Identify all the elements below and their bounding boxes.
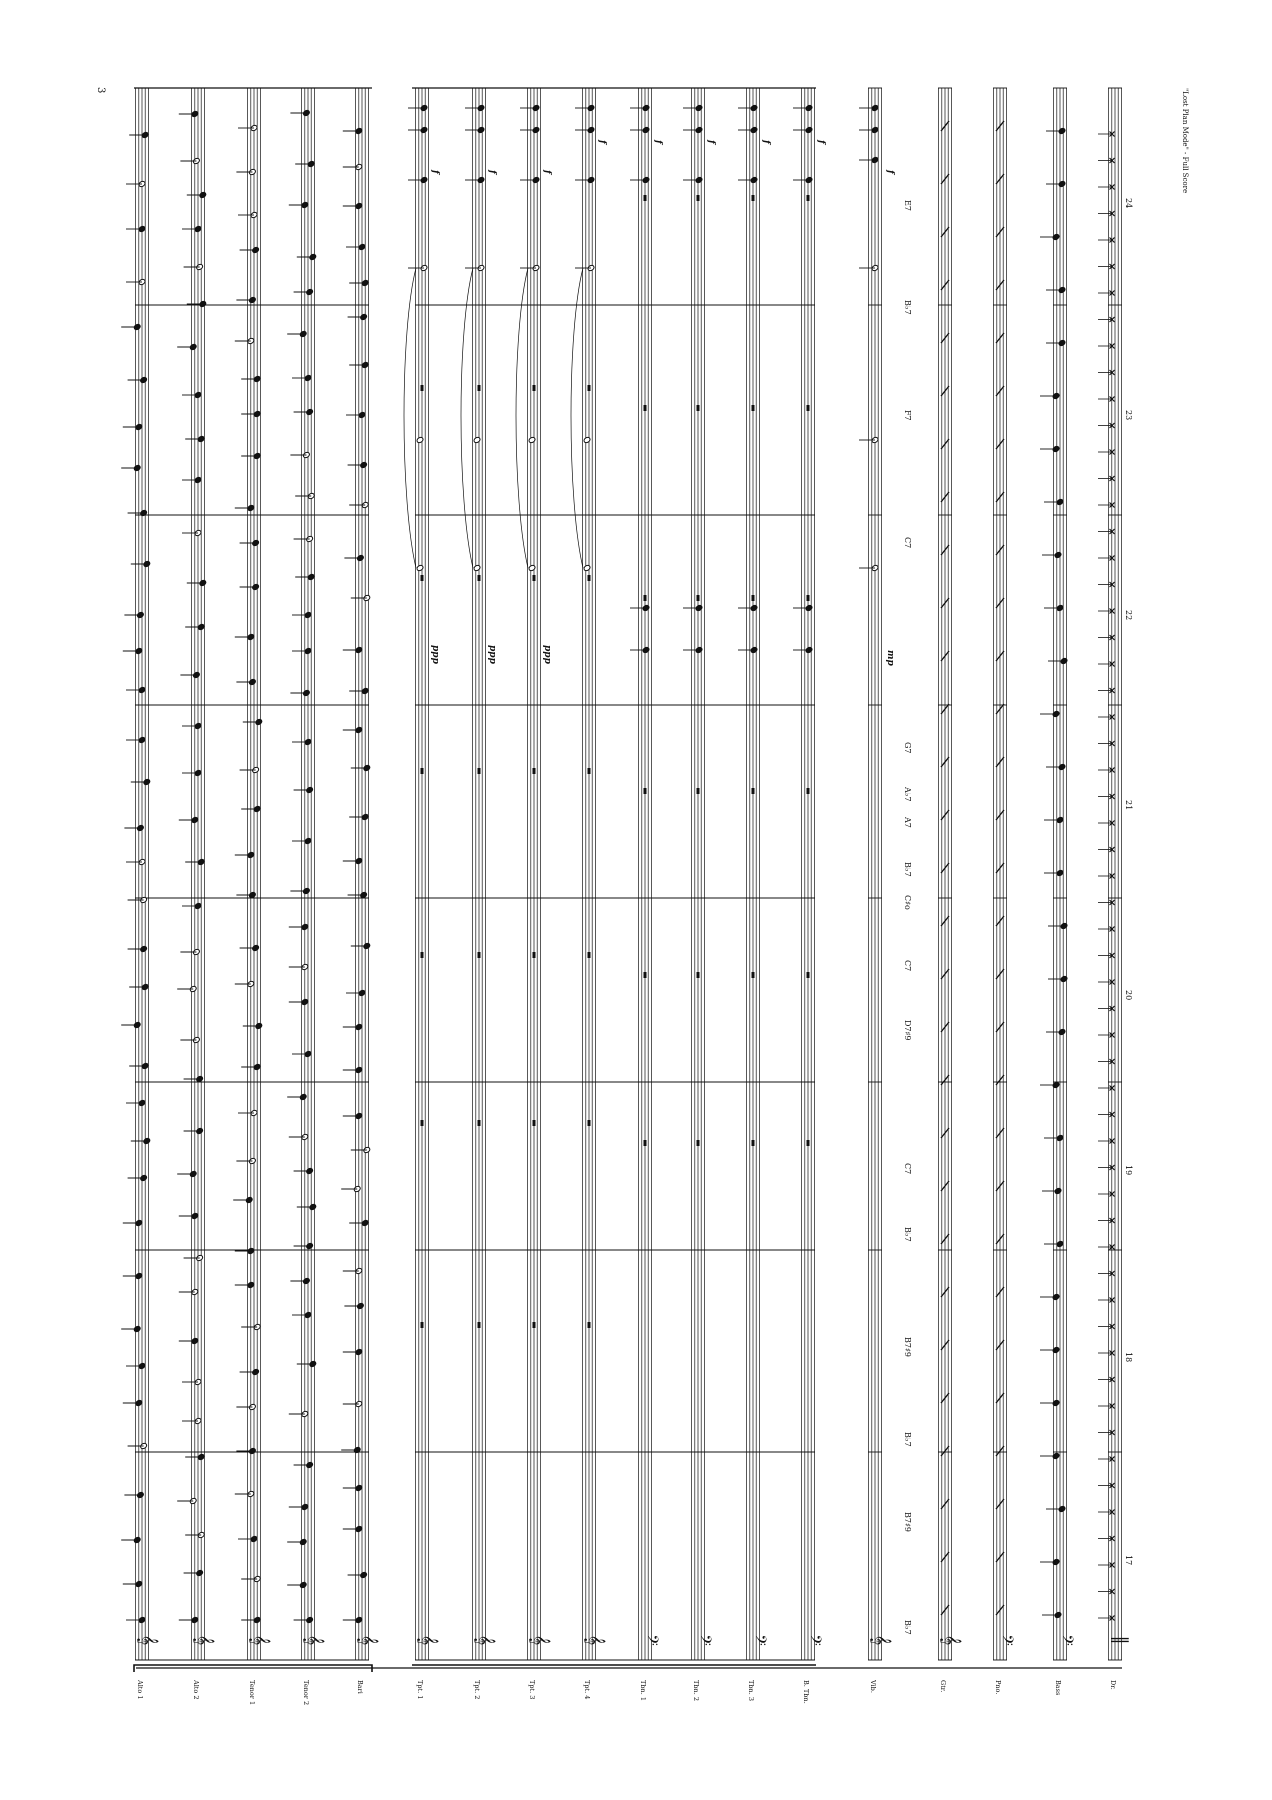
tie	[516, 268, 528, 568]
dynamic-f: f	[430, 170, 440, 174]
whole-rest	[697, 1140, 700, 1146]
chord-symbol: A7	[903, 817, 912, 828]
staff-6	[416, 88, 429, 1660]
instrument-label: Bass	[1054, 1680, 1062, 1696]
clef: 𝄢	[1055, 1634, 1076, 1646]
whole-rest	[697, 788, 700, 794]
chord-symbol: B♭7	[903, 1432, 912, 1447]
chord-symbol: G7	[903, 742, 912, 754]
instrument-label: Tpt. 4	[583, 1680, 591, 1700]
tie	[571, 268, 583, 568]
chord-symbol: C7	[903, 960, 912, 972]
whole-rest	[588, 1120, 591, 1126]
clef: 𝄞	[940, 1634, 961, 1646]
whole-rest	[697, 405, 700, 411]
dynamic-ppp: ppp	[542, 645, 552, 664]
measure-numbers	[1124, 198, 1133, 1565]
dynamic-f: f	[542, 170, 552, 174]
whole-rest	[807, 1140, 810, 1146]
whole-rest	[588, 952, 591, 958]
note-head	[416, 436, 424, 443]
staff-12	[747, 88, 760, 1660]
clef: 𝄞	[303, 1634, 324, 1646]
instrument-label: Tpt. 2	[473, 1680, 481, 1700]
staff-10	[639, 88, 652, 1660]
instrument-label: Alto 2	[192, 1680, 200, 1700]
whole-rest	[533, 1120, 536, 1126]
clef: 𝄞	[137, 1634, 158, 1646]
staff-15	[939, 88, 952, 1660]
note-head	[583, 436, 591, 443]
note-head	[416, 564, 424, 571]
whole-rest	[752, 195, 755, 201]
instrument-label: Pno.	[994, 1680, 1002, 1695]
whole-rest	[421, 1322, 424, 1328]
chord-symbol: B♭7	[903, 862, 912, 877]
clef: 𝄞	[417, 1634, 438, 1646]
instrument-labels	[136, 1679, 1117, 1705]
whole-rest	[644, 1140, 647, 1146]
dynamic-f: f	[487, 170, 497, 174]
chord-symbol: B7♯9	[903, 1337, 912, 1357]
whole-rest	[533, 1322, 536, 1328]
chord-symbol: D7♯9	[903, 1020, 912, 1041]
chord-symbol: C7	[903, 1163, 912, 1175]
dynamic-f: f	[653, 140, 663, 144]
clef: 𝄢	[748, 1634, 769, 1646]
instrument-label: Dr.	[1109, 1680, 1117, 1690]
instrument-label: Tpt. 3	[528, 1680, 536, 1700]
chord-symbol: B7♯9	[903, 1512, 912, 1532]
clef: 𝄞	[357, 1634, 378, 1646]
whole-rest	[421, 385, 424, 391]
measure-number: 20	[1124, 990, 1133, 1001]
measure-number: 23	[1124, 410, 1133, 421]
measure-number: 24	[1124, 198, 1133, 209]
chord-symbol: B♭7	[903, 300, 912, 315]
clef: 𝄢	[995, 1634, 1016, 1646]
dynamic-ppp: ppp	[487, 645, 497, 664]
instrument-label: Tenor 1	[248, 1680, 256, 1706]
instrument-label: Tbn. 2	[692, 1680, 700, 1701]
barlines	[135, 88, 1122, 1668]
whole-rest	[533, 952, 536, 958]
staff-4	[302, 88, 315, 1660]
clef: 𝄞	[529, 1634, 550, 1646]
staff-2	[192, 88, 205, 1660]
clef: 𝄞	[249, 1634, 270, 1646]
whole-rest	[752, 595, 755, 601]
whole-rest	[478, 1322, 481, 1328]
dynamic-f: f	[761, 140, 771, 144]
whole-rest	[421, 575, 424, 581]
clef: 𝄞	[584, 1634, 605, 1646]
instrument-label: Tpt. 1	[416, 1680, 424, 1700]
note-head	[473, 436, 481, 443]
whole-rest	[533, 768, 536, 774]
clef: ‖	[1110, 1635, 1131, 1645]
whole-rest	[588, 1322, 591, 1328]
chord-symbol: C7	[903, 537, 912, 549]
staff-14	[869, 88, 882, 1660]
staff-lines	[136, 88, 1122, 1660]
header-title: "Lost Plan Mode" - Full Score	[1181, 88, 1189, 194]
whole-rest	[644, 788, 647, 794]
whole-rest	[421, 1120, 424, 1126]
staff-13	[802, 88, 815, 1660]
instrument-label: Tenor 2	[302, 1680, 310, 1706]
whole-rest	[807, 788, 810, 794]
staff-9	[583, 88, 596, 1660]
chord-symbol: C♯o	[903, 895, 912, 910]
whole-rest	[807, 195, 810, 201]
whole-rest	[752, 972, 755, 978]
whole-rest	[478, 385, 481, 391]
instrument-label: Tbn. 1	[639, 1680, 647, 1701]
staff-3	[248, 88, 261, 1660]
measure-number: 22	[1124, 610, 1133, 621]
instrument-label: B. Tbn.	[802, 1680, 810, 1704]
dynamic-ppp: ppp	[430, 645, 440, 664]
instrument-label: Alto 1	[136, 1680, 144, 1700]
whole-rest	[807, 405, 810, 411]
measure-number: 18	[1124, 1352, 1133, 1363]
whole-rest	[533, 575, 536, 581]
dynamic-f: f	[597, 140, 607, 144]
page-number: 3	[95, 87, 106, 94]
note-head	[583, 564, 591, 571]
staff-8	[528, 88, 541, 1660]
whole-rest	[752, 405, 755, 411]
whole-rest	[644, 195, 647, 201]
instrument-label: Tbn. 3	[747, 1680, 755, 1701]
whole-rest	[478, 1120, 481, 1126]
measure-number: 17	[1124, 1555, 1133, 1566]
chord-symbol: B♭7	[903, 1620, 912, 1635]
whole-rest	[644, 595, 647, 601]
whole-rest	[478, 952, 481, 958]
dynamic-f: f	[706, 140, 716, 144]
note-head	[528, 564, 536, 571]
dynamic-f: f	[885, 170, 895, 174]
staff-11	[692, 88, 705, 1660]
tie	[461, 268, 473, 568]
clef: 𝄞	[870, 1634, 891, 1646]
chord-symbols	[903, 200, 912, 1635]
measure-number: 21	[1124, 800, 1133, 811]
whole-rest	[588, 575, 591, 581]
whole-rest	[421, 952, 424, 958]
dynamics	[430, 139, 895, 667]
whole-rest	[807, 972, 810, 978]
whole-rest	[752, 1140, 755, 1146]
staff-5	[356, 88, 369, 1660]
whole-rest	[752, 788, 755, 794]
whole-rest	[644, 405, 647, 411]
whole-rest	[697, 595, 700, 601]
instrument-label: Gtr.	[939, 1680, 947, 1693]
clef: 𝄢	[640, 1634, 661, 1646]
dynamic-mp: mp	[885, 650, 895, 666]
instrument-label: Bari	[356, 1680, 364, 1694]
whole-rest	[421, 768, 424, 774]
staff-16	[994, 88, 1007, 1660]
whole-rest	[533, 385, 536, 391]
whole-rest	[478, 768, 481, 774]
whole-rest	[478, 575, 481, 581]
whole-rest	[588, 768, 591, 774]
whole-rest	[588, 385, 591, 391]
staff-7	[473, 88, 486, 1660]
note-head	[528, 436, 536, 443]
whole-rest	[697, 195, 700, 201]
clef: 𝄞	[193, 1634, 214, 1646]
chord-symbol: B♭7	[903, 1227, 912, 1242]
notation	[121, 104, 1131, 1645]
whole-rest	[697, 972, 700, 978]
brackets	[134, 88, 816, 1672]
dynamic-f: f	[816, 140, 826, 144]
chord-symbol: F7	[903, 410, 912, 421]
measure-number: 19	[1124, 1165, 1133, 1176]
whole-rest	[644, 972, 647, 978]
tie	[404, 268, 416, 568]
note-head	[473, 564, 481, 571]
chord-symbol: E7	[903, 200, 912, 211]
clef: 𝄢	[803, 1634, 824, 1646]
clef: 𝄢	[693, 1634, 714, 1646]
clef: 𝄞	[474, 1634, 495, 1646]
instrument-label: Vib.	[869, 1680, 877, 1693]
chord-symbol: A♭7	[903, 787, 912, 802]
whole-rest	[807, 595, 810, 601]
